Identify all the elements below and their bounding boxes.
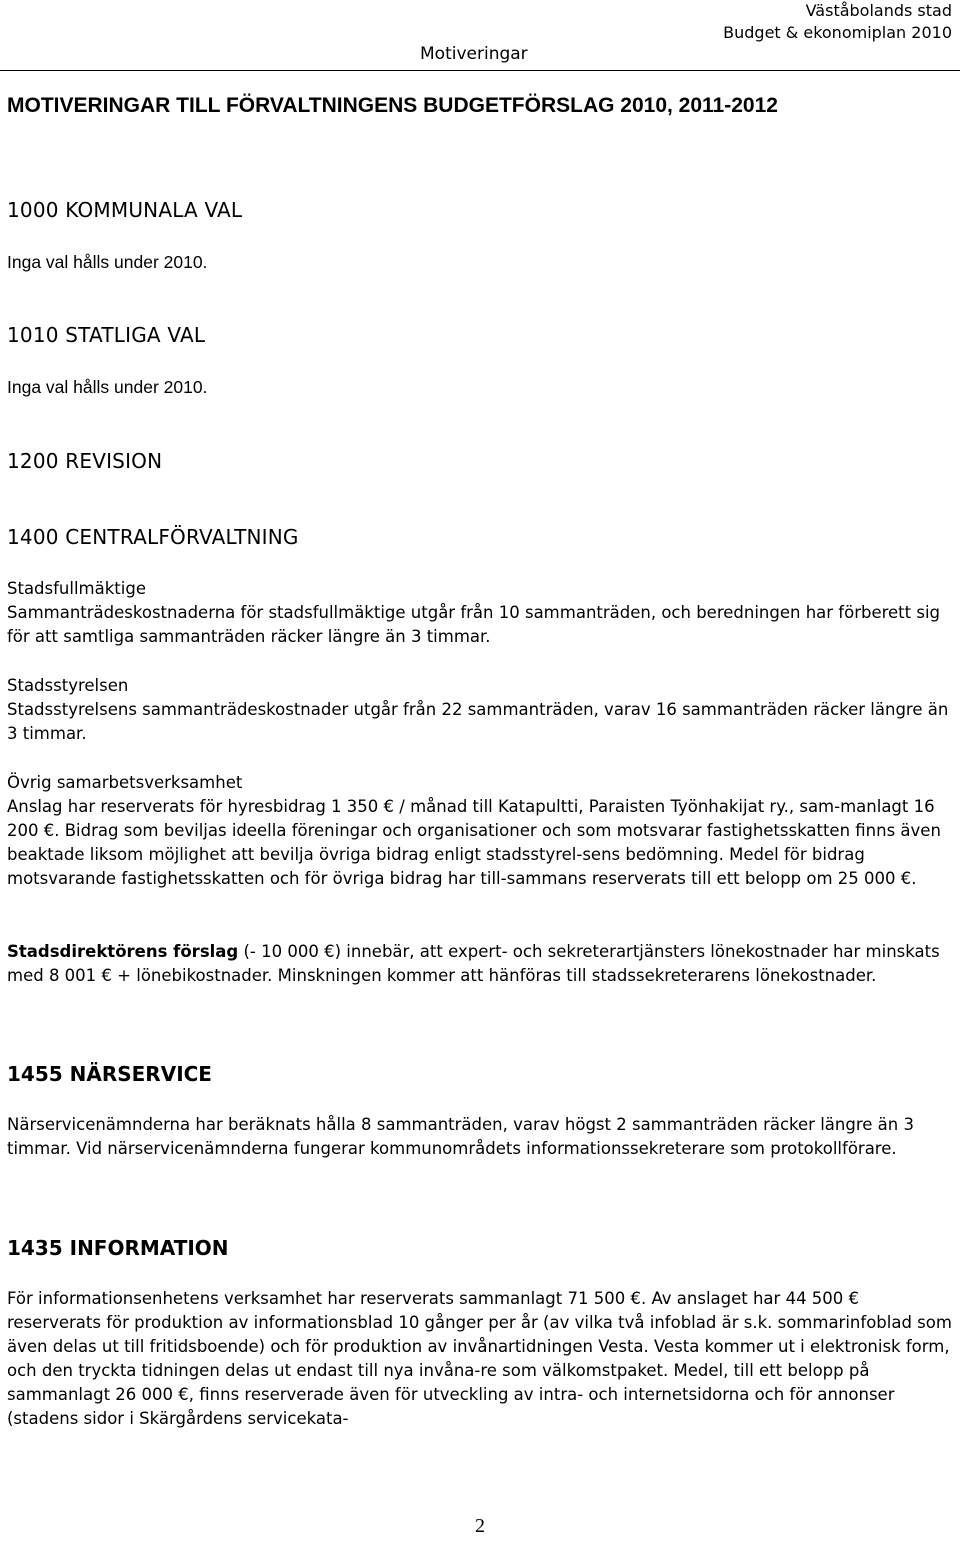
- text-1000: Inga val hålls under 2010.: [7, 252, 208, 272]
- text-ovrig: Anslag har reserverats för hyresbidrag 1 350 € / månad till Katapultti, Paraisten Työnhakijat ry., sam-manlagt 16 200 €. Bidrag som beviljas ideella föreningar och organisationer och som motsvarar fastighetsskatten finns även beaktade liksom möjlighet att bevilja övriga bidrag enligt stadsstyrel-sens bedömning. Medel för bidrag motsvarande fastighetsskatten och för övriga bidrag har till-sammans reserverats till ett belopp om 25 000 €.: [7, 797, 941, 888]
- text-stadsstyrelsen: Stadsstyrelsens sammanträdeskostnader utgår från 22 sammanträden, varav 16 sammanträden räcker längre än 3 timmar.: [7, 700, 949, 743]
- document-title: MOTIVERINGAR TILL FÖRVALTNINGENS BUDGETFÖRSLAG 2010, 2011-2012: [7, 94, 778, 117]
- header-section: Motiveringar: [420, 44, 528, 64]
- heading-1455: 1455 NÄRSERVICE: [7, 1062, 212, 1086]
- label-stadsfullmaktige: Stadsfullmäktige: [7, 579, 146, 598]
- heading-1200: 1200 REVISION: [7, 449, 163, 473]
- header-doc: Budget & ekonomiplan 2010: [723, 23, 952, 42]
- text-1435: För informationsenhetens verksamhet har reserverats sammanlagt 71 500 €. Av anslaget har 44 500 € reserverats för produktion av informationsblad 10 gånger per år (av vilka två infoblad är s.k. sommarinfoblad som även delas ut till fritidsboende) och för produktion av invånartidningen Vesta. Vesta kommer ut i elektronisk form, och den tryckta tidningen delas ut endast till nya invåna-re som välkomstpaket. Medel, till ett belopp på sammanlagt 26 000 €, finns reserverade även för utveckling av intra- och internetsidorna och för annonser (stadens sidor i Skärgårdens servicekata-: [7, 1289, 952, 1428]
- header-rule: [0, 70, 960, 71]
- label-ovrig: Övrig samarbetsverksamhet: [7, 773, 243, 792]
- page-number: 2: [475, 1515, 485, 1537]
- paragraph-stadsdirektor: [7, 940, 954, 988]
- label-stadsstyrelsen: Stadsstyrelsen: [7, 676, 129, 695]
- text-stadsfullmaktige: Sammanträdeskostnaderna för stadsfullmäktige utgår från 10 sammanträden, och beredningen har förberett sig för att samtliga sammanträden räcker längre än 3 timmar.: [7, 603, 941, 646]
- text-1010: Inga val hålls under 2010.: [7, 377, 208, 397]
- heading-1010: 1010 STATLIGA VAL: [7, 323, 206, 347]
- text-1455: Närservicenämnderna har beräknats hålla 8 sammanträden, varav högst 2 sammanträden räcker längre än 3 timmar. Vid närservicenämnderna fungerar kommunområdets informationssekreterare som protokollförare.: [7, 1115, 914, 1158]
- heading-1000: 1000 KOMMUNALA VAL: [7, 198, 243, 222]
- header-right: [723, 0, 952, 44]
- heading-1400: 1400 CENTRALFÖRVALTNING: [7, 525, 299, 549]
- header-org: Väståbolands stad: [805, 1, 952, 20]
- stadsdirektor-text: (- 10 000 €) innebär, att expert- och sekreterartjänsters lönekostnader har minskats med 8 001 € + lönebikostnader. Minskningen kommer att hänföras till stadssekreterarens lönekostnader.: [7, 942, 940, 985]
- heading-1435: 1435 INFORMATION: [7, 1236, 229, 1260]
- stadsdirektor-lead: Stadsdirektörens förslag: [7, 942, 239, 961]
